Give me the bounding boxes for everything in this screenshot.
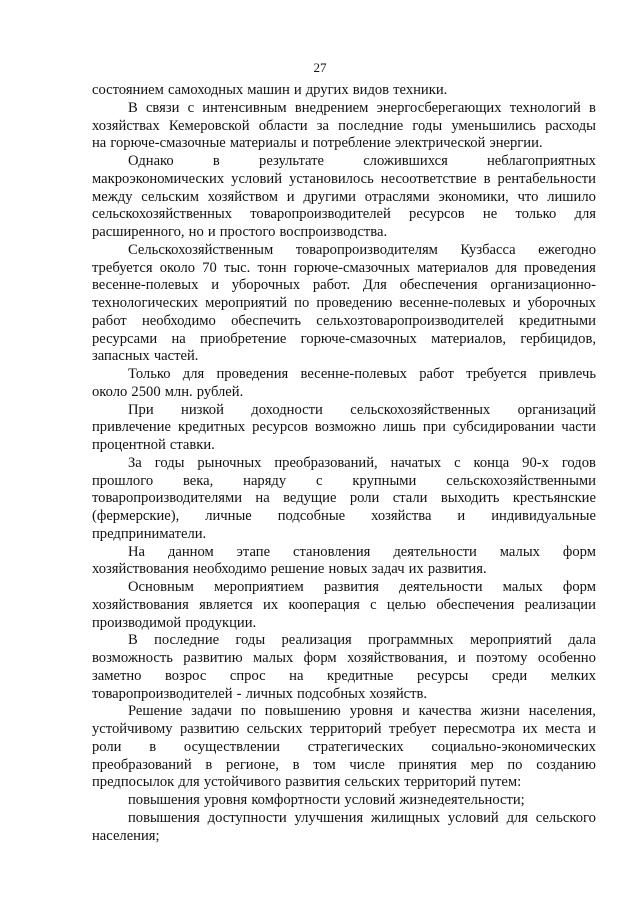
text-line: сельскохозяйственных товаропроизводителей ресурсов не только для xyxy=(92,206,596,223)
text-line: весенне-полевых и уборочных работ. Для обеспечения организационно- xyxy=(92,277,596,294)
text-line: хозяйствования является их кооперация с целью обеспечения реализации xyxy=(92,596,596,613)
document-body xyxy=(92,82,596,845)
text-line: Основным мероприятием развития деятельности малых форм xyxy=(128,579,596,595)
text-line: При низкой доходности сельскохозяйственных организаций xyxy=(128,401,596,418)
text-line: В связи с интенсивным внедрением энергосберегающих технологий в xyxy=(128,99,596,116)
text-line: технологических мероприятий по проведению весенне-полевых и уборочных xyxy=(92,295,596,311)
text-line: устойчивому развитию сельских территорий требует пересмотра их места и xyxy=(92,721,596,737)
text-line: между сельским хозяйством и другими отраслями экономики, что лишило xyxy=(92,188,596,205)
text-line: В последние годы реализация программных мероприятий дала xyxy=(128,632,596,649)
text-line: За годы рыночных преобразований, начатых с конца 90-х годов xyxy=(128,454,596,471)
text-line: роли в осуществлении стратегических социально-экономических xyxy=(92,738,596,755)
text-line: запасных частей. xyxy=(92,348,199,365)
text-line: хозяйствах Кемеровской области за последние годы уменьшились расходы xyxy=(92,117,596,134)
text-line: предпосылок для устойчивого развития сельских территорий путем: xyxy=(92,774,522,791)
text-line: производимой продукции. xyxy=(92,614,257,631)
text-line: Сельскохозяйственным товаропроизводителям Кузбасса ежегодно xyxy=(128,241,596,258)
text-line: состоянием самоходных машин и других видов техники. xyxy=(92,82,448,98)
text-line: привлечение кредитных ресурсов возможно лишь при субсидировании части xyxy=(92,419,596,436)
text-line: заметно возрос спрос на кредитные ресурсы среди мелких xyxy=(92,667,596,684)
text-line: прошлого века, наряду с крупными сельскохозяйственными xyxy=(92,472,596,489)
text-line: предприниматели. xyxy=(92,525,207,542)
text-line: работ необходимо обеспечить сельхозтоваропроизводителей кредитными xyxy=(92,312,596,329)
text-line: требуется около 70 тыс. тонн горюче-смазочных материалов для проведения xyxy=(92,259,596,276)
text-line: повышения доступности улучшения жилищных условий для сельского xyxy=(128,809,596,826)
text-line: повышения уровня комфортности условий жизнедеятельности; xyxy=(128,792,525,808)
text-line: товаропроизводителей - личных подсобных хозяйств. xyxy=(92,685,428,702)
text-line: хозяйствования необходимо решение новых задач их развития. xyxy=(92,561,487,578)
text-line: Только для проведения весенне-полевых работ требуется привлечь xyxy=(128,366,596,382)
text-line: расширенного, но и простого воспроизводства. xyxy=(92,224,388,240)
text-line: На данном этапе становления деятельности малых форм xyxy=(128,543,596,560)
text-line: макроэкономических условий установилось несоответствие в рентабельности xyxy=(92,170,596,187)
text-line: (фермерские), личные подсобные хозяйства и индивидуальные xyxy=(92,508,596,524)
text-line: ресурсами на приобретение горюче-смазочных материалов, гербицидов, xyxy=(92,330,596,347)
text-line: Однако в результате сложившихся неблагоприятных xyxy=(128,153,596,169)
text-line: процентной ставки. xyxy=(92,437,215,453)
text-line: населения; xyxy=(92,827,160,844)
text-line: Решение задачи по повышению уровня и качества жизни населения, xyxy=(128,703,596,720)
text-line: возможность развитию малых форм хозяйствования, и поэтому особенно xyxy=(92,650,596,666)
text-line: преобразований в регионе, в том числе принятия мер по созданию xyxy=(92,756,596,773)
page-number: 27 xyxy=(313,60,327,75)
text-line: на горюче-смазочные материалы и потребление электрической энергии. xyxy=(92,135,543,152)
text-line: около 2500 млн. рублей. xyxy=(92,383,244,400)
text-line: товаропроизводителями на ведущие роли стали выходить крестьянские xyxy=(92,490,596,507)
